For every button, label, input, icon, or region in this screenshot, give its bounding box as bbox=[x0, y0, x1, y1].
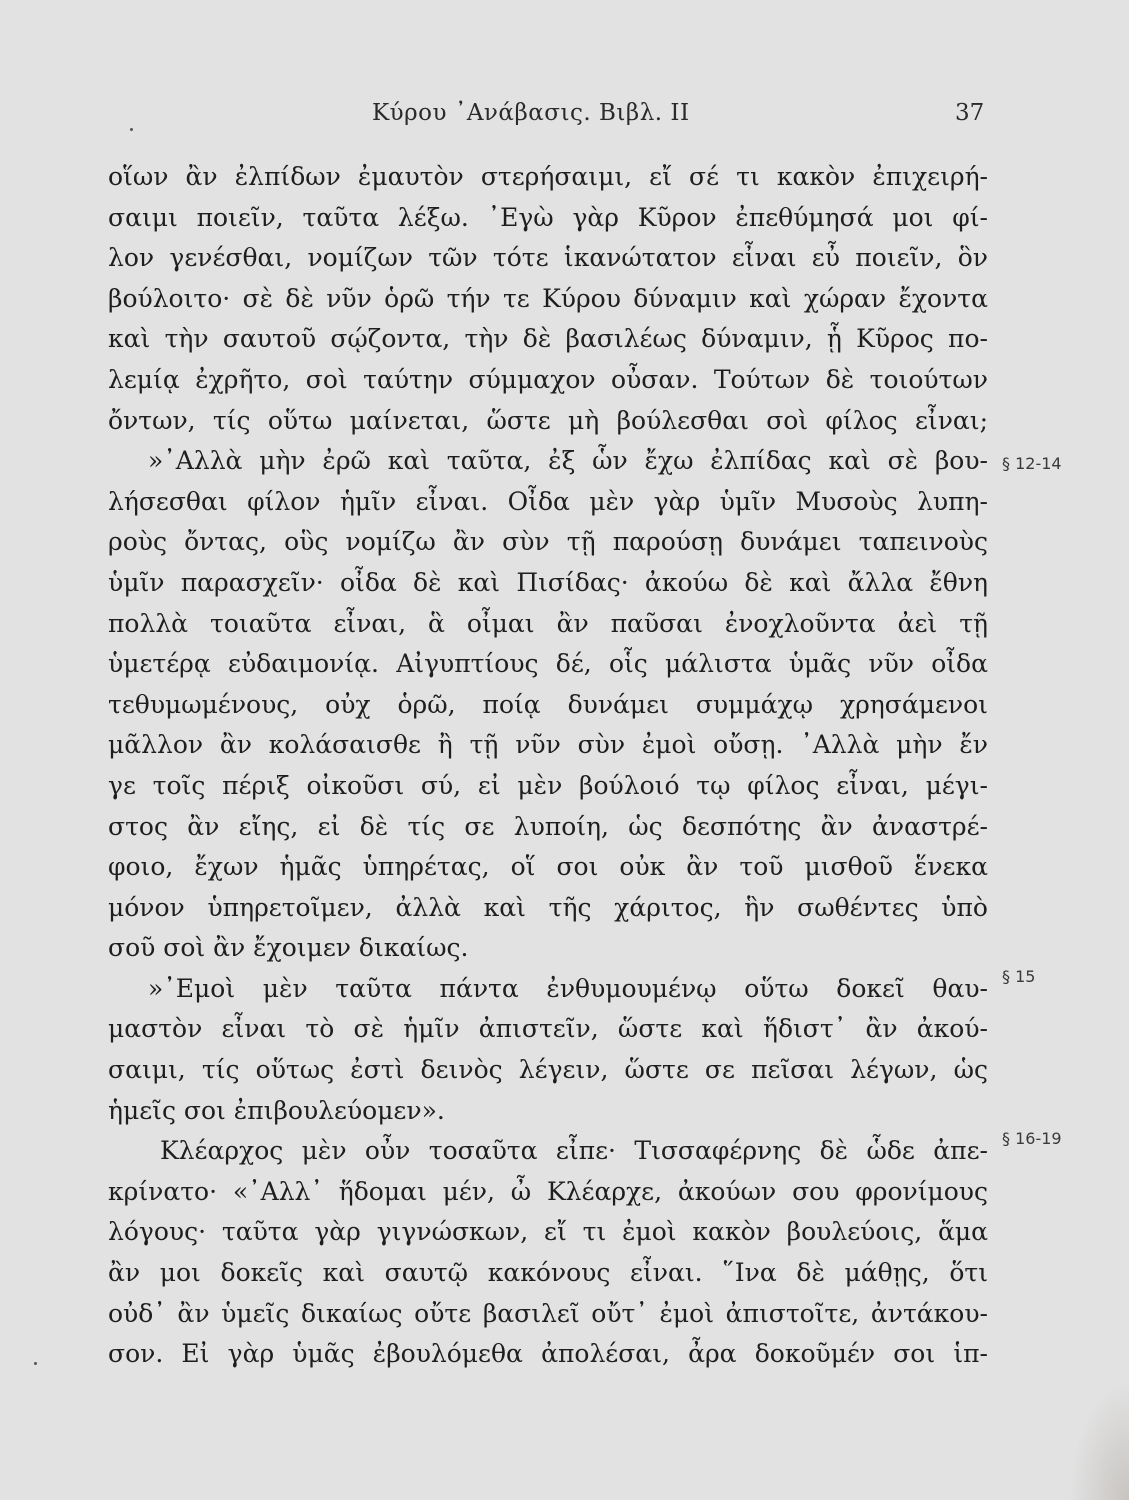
text-line: μαστὸν εἶναι τὸ σὲ ἡμῖν ἀπιστεῖν, ὥστε καὶ ἥδιστ᾿ ἂν ἀκού- bbox=[108, 1014, 988, 1044]
page-number: 37 bbox=[955, 100, 985, 126]
running-title: Κύρου ᾿Ανάβασις. Βιβλ. II bbox=[372, 100, 690, 126]
text-line: μᾶλλον ἂν κολάσαισθε ἢ τῇ νῦν σὺν ἐμοὶ οὔσῃ. ᾿Αλλὰ μὴν ἔν bbox=[108, 730, 988, 760]
text-line: φοιο, ἔχων ἡμᾶς ὑπηρέτας, οἵ σοι οὐκ ἂν τοῦ μισθοῦ ἕνεκα bbox=[108, 852, 988, 882]
text-line: λον γενέσθαι, νομίζων τῶν τότε ἱκανώτατον εἶναι εὖ ποιεῖν, ὃν bbox=[108, 243, 988, 273]
text-line: τεθυμωμένους, οὐχ ὁρῶ, ποίᾳ δυνάμει συμμάχῳ χρησάμενοι bbox=[108, 689, 988, 719]
text-line: στος ἂν εἴης, εἰ δὲ τίς σε λυποίη, ὡς δεσπότης ἂν ἀναστρέ- bbox=[108, 811, 988, 841]
text-line: μόνον ὑπηρετοῖμεν, ἀλλὰ καὶ τῆς χάριτος, ἣν σωθέντες ὑπὸ bbox=[108, 892, 988, 922]
paper-speck bbox=[34, 1362, 37, 1365]
text-line: λήσεσθαι φίλον ἡμῖν εἶναι. Οἶδα μὲν γὰρ ὑμῖν Μυσοὺς λυπη- bbox=[108, 486, 988, 516]
text-line: ροὺς ὄντας, οὓς νομίζω ἂν σὺν τῇ παρούσῃ δυνάμει ταπεινοὺς bbox=[108, 527, 988, 557]
section-ref: § 12-14 bbox=[1002, 454, 1062, 473]
text-line: λεμίᾳ ἐχρῆτο, σοὶ ταύτην σύμμαχον οὖσαν. Τούτων δὲ τοιούτων bbox=[108, 364, 988, 394]
text-line: σαιμι, τίς οὕτως ἐστὶ δεινὸς λέγειν, ὥστε σε πεῖσαι λέγων, ὡς bbox=[108, 1055, 988, 1085]
text-line: γε τοῖς πέριξ οἰκοῦσι σύ, εἰ μὲν βούλοιό τῳ φίλος εἶναι, μέγι- bbox=[108, 770, 988, 800]
text-line: σοῦ σοὶ ἂν ἔχοιμεν δικαίως. bbox=[108, 933, 469, 963]
text-line: κρίνατο· «᾿Αλλ᾿ ἥδομαι μέν, ὦ Κλέαρχε, ἀκούων σου φρονίμους bbox=[108, 1176, 988, 1206]
text-line: πολλὰ τοιαῦτα εἶναι, ἃ οἶμαι ἂν παῦσαι ἐνοχλοῦντα ἀεὶ τῇ bbox=[108, 608, 988, 638]
text-line: Κλέαρχος μὲν οὖν τοσαῦτα εἶπε· Τισσαφέρνης δὲ ὧδε ἀπε- bbox=[160, 1136, 988, 1166]
text-line: ὑμετέρᾳ εὐδαιμονίᾳ. Αἰγυπτίους δέ, οἷς μάλιστα ὑμᾶς νῦν οἶδα bbox=[108, 649, 988, 679]
section-ref: § 16-19 bbox=[1002, 1129, 1062, 1148]
text-line: ἡμεῖς σοι ἐπιβουλεύομεν». bbox=[108, 1095, 445, 1125]
text-line: οὐδ᾿ ἂν ὑμεῖς δικαίως οὔτε βασιλεῖ οὔτ᾿ ἐμοὶ ἀπιστοῖτε, ἀντάκου- bbox=[108, 1298, 988, 1328]
text-line: ὑμῖν παρασχεῖν· οἶδα δὲ καὶ Πισίδας· ἀκούω δὲ καὶ ἄλλα ἔθνη bbox=[108, 567, 988, 597]
text-line: ἂν μοι δοκεῖς καὶ σαυτῷ κακόνους εἶναι. ῞Ινα δὲ μάθῃς, ὅτι bbox=[108, 1258, 988, 1288]
section-ref: § 15 bbox=[1002, 967, 1036, 986]
text-line: »᾿Αλλὰ μὴν ἐρῶ καὶ ταῦτα, ἐξ ὧν ἔχω ἐλπίδας καὶ σὲ βου- bbox=[148, 446, 988, 476]
text-line: οἵων ἂν ἐλπίδων ἐμαυτὸν στερήσαιμι, εἴ σέ τι κακὸν ἐπιχειρή- bbox=[108, 162, 988, 191]
text-line: καὶ τὴν σαυτοῦ σῴζοντα, τὴν δὲ βασιλέως δύναμιν, ᾗ Κῦρος πο- bbox=[108, 324, 988, 354]
text-line: »᾿Εμοὶ μὲν ταῦτα πάντα ἐνθυμουμένῳ οὕτω δοκεῖ θαυ- bbox=[148, 973, 988, 1003]
paper-speck bbox=[130, 128, 133, 131]
text-line: λόγους· ταῦτα γὰρ γιγνώσκων, εἴ τι ἐμοὶ κακὸν βουλεύοις, ἅμα bbox=[108, 1217, 988, 1247]
text-line: σαιμι ποιεῖν, ταῦτα λέξω. ᾿Εγὼ γὰρ Κῦρον ἐπεθύμησά μοι φί- bbox=[108, 202, 988, 232]
body-text bbox=[108, 157, 988, 1375]
paper-stain bbox=[1069, 1380, 1129, 1500]
text-line: ὄντων, τίς οὕτω μαίνεται, ὥστε μὴ βούλεσθαι σοὶ φίλος εἶναι; bbox=[108, 405, 988, 435]
text-line: βούλοιτο· σὲ δὲ νῦν ὁρῶ τήν τε Κύρου δύναμιν καὶ χώραν ἔχοντα bbox=[108, 283, 988, 313]
text-line: σον. Εἰ γὰρ ὑμᾶς ἐβουλόμεθα ἀπολέσαι, ἆρα δοκοῦμέν σοι ἱπ- bbox=[108, 1339, 988, 1369]
